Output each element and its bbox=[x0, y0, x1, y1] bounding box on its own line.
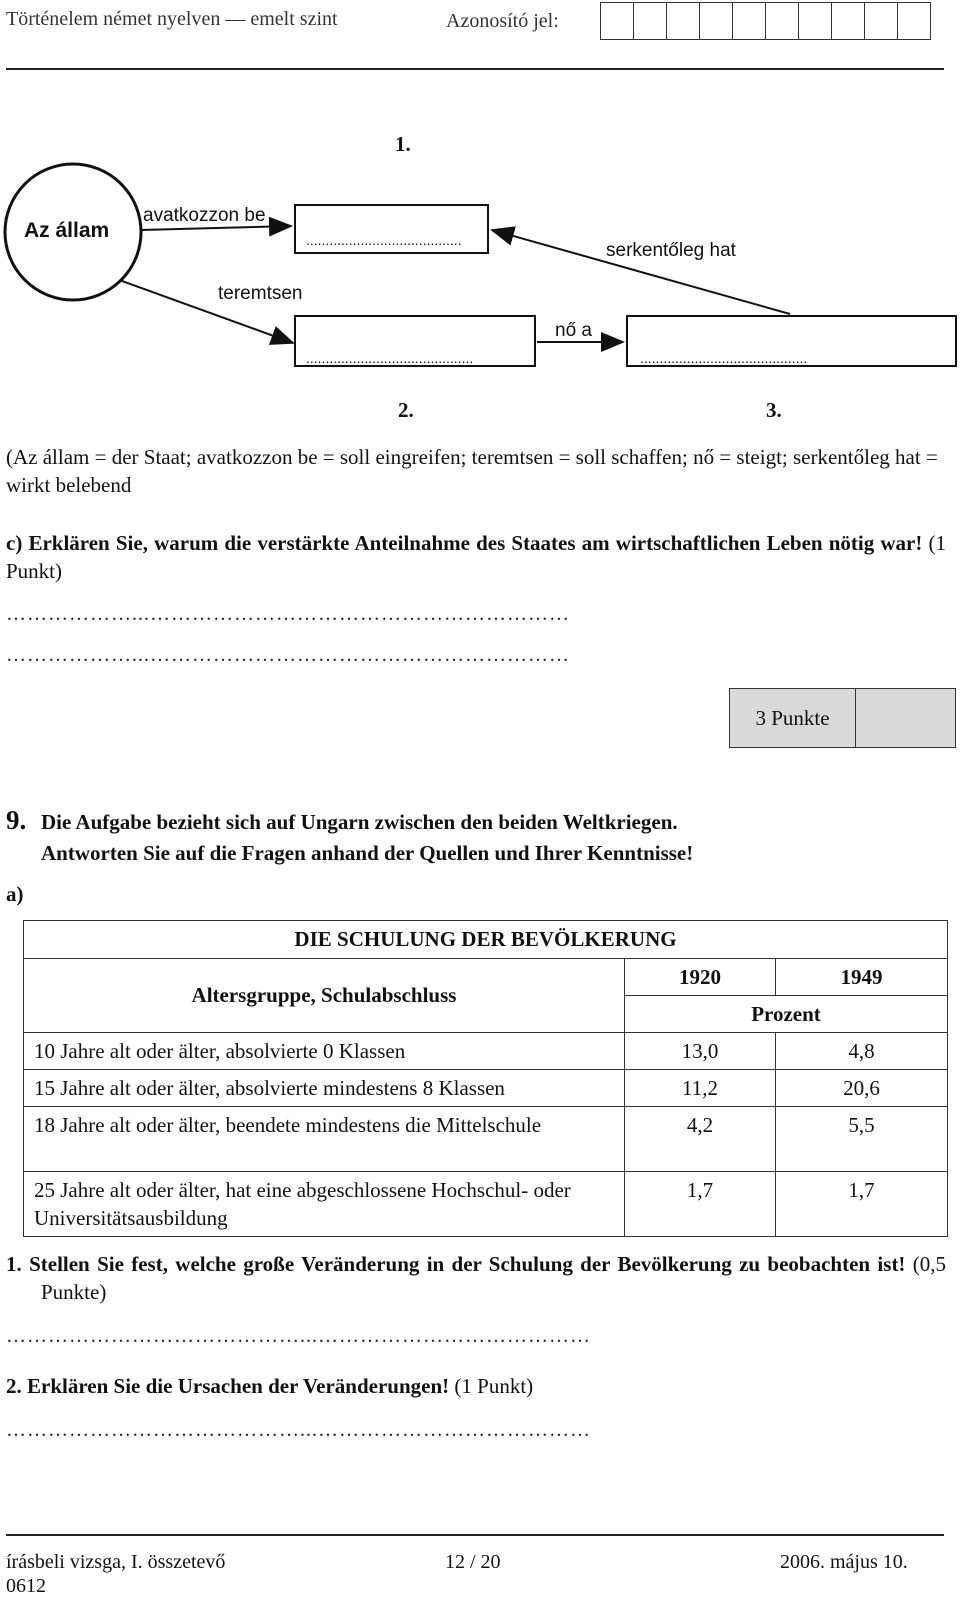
unit-header: Prozent bbox=[625, 996, 948, 1033]
education-table bbox=[23, 920, 948, 1237]
box-2-blank[interactable]: ........................................... bbox=[306, 350, 474, 366]
question-2 bbox=[6, 1372, 946, 1400]
task-line-2: Antworten Sie auf die Fragen anhand der Quellen und Ihrer Kenntnisse! bbox=[41, 841, 694, 865]
value-1920: 1,7 bbox=[625, 1172, 776, 1237]
diagram-number-3: 3. bbox=[766, 398, 782, 422]
answer-line[interactable]: ……………………………………...………………………………… bbox=[6, 1325, 591, 1347]
id-box[interactable] bbox=[699, 2, 733, 40]
value-1949: 1,7 bbox=[776, 1172, 948, 1237]
stimulates-label: serkentőleg hat bbox=[606, 240, 736, 261]
id-box[interactable] bbox=[897, 2, 931, 40]
footer-date: 2006. május 10. bbox=[780, 1551, 908, 1573]
footer-rule bbox=[6, 1534, 944, 1536]
grows-label: nő a bbox=[555, 320, 592, 341]
points-label: 3 Punkte bbox=[730, 689, 856, 747]
task-part-a: a) bbox=[6, 882, 24, 906]
id-label: Azonosító jel: bbox=[446, 10, 559, 32]
footer-left: írásbeli vizsga, I. összetevő bbox=[6, 1551, 226, 1573]
points-score-cell[interactable] bbox=[856, 689, 955, 747]
value-1949: 20,6 bbox=[776, 1070, 948, 1107]
id-box[interactable] bbox=[798, 2, 832, 40]
question-1-number: 1. bbox=[6, 1252, 22, 1276]
task-line-1: Die Aufgabe bezieht sich auf Ungarn zwischen den beiden Weltkriegen. bbox=[41, 810, 678, 834]
id-box[interactable] bbox=[732, 2, 766, 40]
value-1949: 4,8 bbox=[776, 1033, 948, 1070]
column-header-1949: 1949 bbox=[776, 959, 948, 996]
table-row bbox=[24, 1070, 948, 1107]
value-1920: 4,2 bbox=[625, 1107, 776, 1172]
question-2-points: (1 Punkt) bbox=[454, 1374, 534, 1398]
id-box[interactable] bbox=[831, 2, 865, 40]
glossary: (Az állam = der Staat; avatkozzon be = soll eingreifen; teremtsen = soll schaffen; nő = steigt; serkentőleg hat = wirkt belebend bbox=[6, 445, 938, 497]
value-1949: 5,5 bbox=[776, 1107, 948, 1172]
id-box[interactable] bbox=[600, 2, 634, 40]
row-label: 10 Jahre alt oder älter, absolvierte 0 Klassen bbox=[24, 1033, 625, 1070]
diagram-number-1: 1. bbox=[395, 132, 411, 156]
id-box[interactable] bbox=[765, 2, 799, 40]
table-title: DIE SCHULUNG DER BEVÖLKERUNG bbox=[24, 921, 948, 959]
footer-page: 12 / 20 bbox=[445, 1551, 501, 1573]
box-3-blank[interactable]: ........................................... bbox=[640, 350, 808, 366]
id-boxes bbox=[601, 2, 931, 40]
question-c-text: c) Erklären Sie, warum die verstärkte Anteilnahme des Staates am wirtschaftlichen Leben nötig war! bbox=[6, 531, 923, 555]
column-header-1920: 1920 bbox=[625, 959, 776, 996]
row-label: 25 Jahre alt oder älter, hat eine abgeschlossene Hochschul- oder Universitätsausbildung bbox=[24, 1172, 625, 1237]
column-header-group: Altersgruppe, Schulabschluss bbox=[24, 959, 625, 1033]
id-box[interactable] bbox=[633, 2, 667, 40]
state-label: Az állam bbox=[24, 219, 110, 242]
table-row bbox=[24, 1033, 948, 1070]
answer-line[interactable]: ………………...…………………………………………………… bbox=[6, 603, 570, 625]
question-1-points: (0,5 Punkte) bbox=[41, 1252, 947, 1304]
question-1 bbox=[6, 1250, 946, 1306]
table-row bbox=[24, 1107, 948, 1172]
question-c-points: (1 Punkt) bbox=[6, 531, 946, 583]
header-title: Történelem német nyelven — emelt szint bbox=[6, 8, 338, 30]
answer-line[interactable]: ………………...…………………………………………………… bbox=[6, 644, 570, 666]
table-row bbox=[24, 1172, 948, 1237]
question-c bbox=[6, 529, 946, 585]
question-2-text: Erklären Sie die Ursachen der Veränderungen! bbox=[27, 1374, 450, 1398]
value-1920: 11,2 bbox=[625, 1070, 776, 1107]
intervene-label: avatkozzon be bbox=[143, 205, 266, 226]
row-label: 15 Jahre alt oder älter, absolvierte mindestens 8 Klassen bbox=[24, 1070, 625, 1107]
id-box[interactable] bbox=[864, 2, 898, 40]
footer-code: 0612 bbox=[6, 1575, 46, 1597]
task-number: 9. bbox=[6, 805, 27, 835]
create-label: teremtsen bbox=[218, 283, 303, 304]
question-2-number: 2. bbox=[6, 1374, 22, 1398]
diagram-number-2: 2. bbox=[398, 398, 414, 422]
points-box bbox=[729, 688, 956, 748]
question-1-text: Stellen Sie fest, welche große Veränderung in der Schulung der Bevölkerung zu beobachten ist! bbox=[29, 1252, 906, 1276]
id-box[interactable] bbox=[666, 2, 700, 40]
value-1920: 13,0 bbox=[625, 1033, 776, 1070]
row-label: 18 Jahre alt oder älter, beendete mindestens die Mittelschule bbox=[24, 1107, 625, 1172]
box-1-blank[interactable]: ........................................ bbox=[306, 232, 462, 248]
answer-line[interactable]: ……………………………………...………………………………… bbox=[6, 1419, 591, 1441]
header-rule bbox=[6, 68, 944, 70]
